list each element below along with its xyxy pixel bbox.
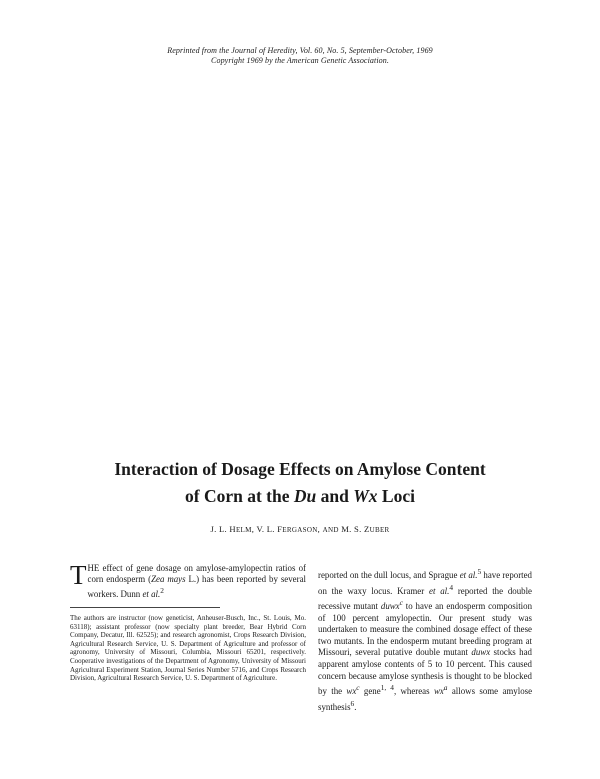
right-paragraph: reported on the dull locus, and Sprague et al.$^5$ have reported on the waxy locus. Kramer et al.$^4$ reported the double recessive mutant duwx$^c$ to have an endosperm composition of 100 percent amylopectin. Our present study was undertaken to measure the combined dosage effect of these two mutants. In the endosperm mutant breeding program at Missouri, several putative double mutant duwx stocks had apparent amylose contents of 5 to 10 percent. This caused concern because amylose synthesis is thought to be blocked by the $wx^c$ gene$^{1, 4}$, whereas $wx^a$ allows some amylose synthesis$^6$. [318,567,533,712]
left-column [70,560,306,683]
reprint-notice [0,46,600,66]
right-column [318,566,532,713]
reprint-line-2: Copyright 1969 by the American Genetic Association. [211,56,389,65]
intro-paragraph: THE effect of gene dosage on amylose-amylopectin ratios of corn endosperm (Zea mays L.) has been reported by several workers. Dunn et al.$^2$ [70,560,306,599]
author-line: J. L. HELM, V. L. FERGASON, AND M. S. ZUBER [210,524,390,534]
title-wx-gene: Wx [353,486,378,506]
drop-cap: T [70,560,87,590]
title-line-1: Interaction of Dosage Effects on Amylose Content [114,459,486,479]
author-footnote: The authors are instructor (now geneticist, Anheuser-Busch, Inc., St. Louis, Mo. 63118); assistant professor (now specialty plant breeder, Bear Hybrid Corn Company, Decatur, Ill. 62525); and research agronomist, Crops Research Division, Agricultural Research Service, U. S. Department of Agriculture and professor of agronomy, University of Missouri, Columbia, Missouri 65201, respectively. Cooperative investigations of the Department of Agronomy, University of Missouri Agricultural Experiment Station, Journal Series Number 5716, and Crops Research Division, Agricultural Research Service, U. S. Department of Agriculture. [70,613,306,683]
article-title [0,456,600,510]
reprint-line-1: Reprinted from the Journal of Heredity, Vol. 60, No. 5, September-October, 1969 [167,46,433,55]
footnote-rule [70,607,220,608]
title-line-2: of Corn at the Du and Wx Loci [185,486,415,506]
title-du-gene: Du [293,486,317,506]
